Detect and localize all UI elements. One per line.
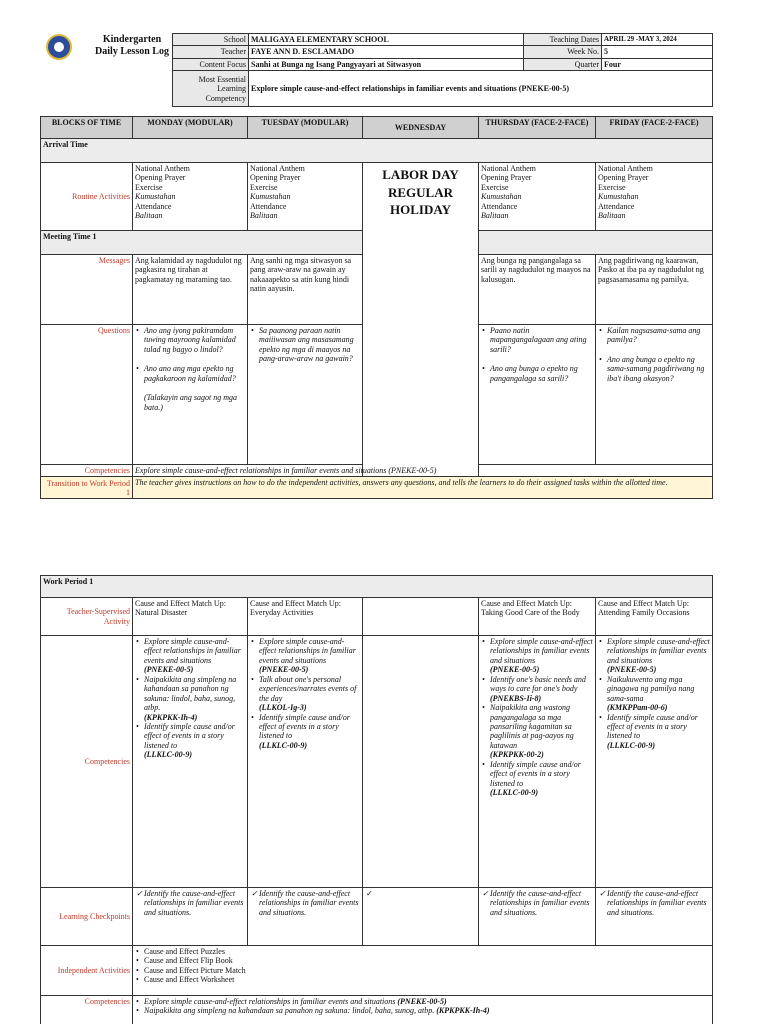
checkpoint-thursday: ✓ Identify the cause-and-effect relationships in familiar events and situations. (479, 888, 596, 946)
ind-competencies-label: Competencies (41, 996, 133, 1024)
wp-competencies-thursday: • Explore simple cause-and-effect relationships in familiar events and situations (PNEKE-00-5) • Identify one's basic needs and ways to care for one's body (PNEKBS-Ii-8) • Naipakikita ang wastong pangangalaga sa mga pansariling kagamitan sa paglilinis at pag-aayos ng katawan (KPKPKK-00-2) • Identify simple cause and/or effect of events in a story listened to (LLKLC-00-9) (479, 636, 596, 888)
document-title: Kindergarten Daily Lesson Log (95, 34, 169, 57)
checkpoint-monday: ✓ Identify the cause-and-effect relationships in familiar events and situations. (133, 888, 248, 946)
wp-competencies-label: Competencies (41, 636, 133, 888)
wp-competencies-tuesday: • Explore simple cause-and-effect relationships in familiar events and situations (PNEKE-00-5) • Talk about one's personal experiences/narrates events of the day (LLKOL-Ig-3) • Identify simple cause and/or effect of events in a story listened to (LLKLC-00-9) (248, 636, 363, 888)
quarter-label: Quarter (524, 58, 602, 70)
independent-activities: • Cause and Effect Puzzles • Cause and Effect Flip Book • Cause and Effect Picture Match • Cause and Effect Worksheet (133, 946, 713, 996)
col-thursday: THURSDAY (FACE-2-FACE) (479, 117, 596, 139)
arrival-time-row: Arrival Time (41, 139, 713, 163)
questions-label: Questions (41, 325, 133, 465)
quarter-value: Four (602, 58, 713, 70)
teacher-label: Teacher (173, 46, 249, 58)
col-friday: FRIDAY (FACE-2-FACE) (596, 117, 713, 139)
message-friday: Ang pagdiriwang ng kaarawan, Pasko at iba pa ay nagdudulot ng pagsasamasama ng pamilya. (596, 255, 713, 325)
checkpoints-label: Learning Checkpoints (41, 888, 133, 946)
content-focus-label: Content Focus (173, 58, 249, 70)
competency-value: Explore simple cause-and-effect relationships in familiar events and situations (PNEKE-00-5) (249, 71, 713, 107)
routine-friday: National Anthem Opening Prayer Exercise Kumustahan Attendance Balitaan (596, 163, 713, 231)
dates-label: Teaching Dates (524, 34, 602, 46)
questions-thursday: • Paano natin mapangangalagaan ang ating sarili? • Ano ang bunga o epekto ng pangangalaga sa sarili? (479, 325, 596, 465)
routine-thursday: National Anthem Opening Prayer Exercise Kumustahan Attendance Balitaan (479, 163, 596, 231)
questions-monday: • Ano ang iyong pakiramdam tuwing mayroong kalamidad tulad ng bagyo o lindol? • Ano ano ang mga epekto ng pagkakaroon ng kalamidad? (Talakayin ang sagot ng mga bata.) (133, 325, 248, 465)
competency-label: Most Essential Learning Competency (173, 71, 249, 107)
col-blocks-of-time: BLOCKS OF TIME (41, 117, 133, 139)
competencies-label: Competencies (41, 465, 133, 477)
wp-competencies-friday: • Explore simple cause-and-effect relationships in familiar events and situations (PNEKE-00-5) • Naikukuwento ang mga ginagawa ng pamilya nang sama-sama (KMKPPam-00-6) • Identify simple cause and/or effect of events in a story listened to (LLKLC-00-9) (596, 636, 713, 888)
meeting-time-row: Meeting Time 1 (41, 231, 363, 255)
message-tuesday: Ang sanhi ng mga sitwasyon sa pang araw-araw na gawain ay nakaaapekto sa atin kung hindi natin aayusin. (248, 255, 363, 325)
work-period-table (40, 575, 712, 1024)
dates-value: APRIL 29 -MAY 3, 2024 (602, 34, 713, 46)
labor-day-holiday: LABOR DAY REGULAR HOLIDAY (363, 163, 479, 477)
competencies-value: Explore simple cause-and-effect relationships in familiar events and situations (PNEKE-00-5) (133, 465, 713, 477)
school-label: School (173, 34, 249, 46)
schedule-table (40, 116, 712, 499)
ind-competencies-value: • Explore simple cause-and-effect relationships in familiar events and situations (PNEKE-00-5) • Naipakikita ang simpleng na kahandaan sa panahon ng sakuna: lindol, baha, sunog, atbp. (KPKPKK-Ih-4) (133, 996, 713, 1024)
deped-seal-icon (46, 34, 72, 60)
col-tuesday: TUESDAY (MODULAR) (248, 117, 363, 139)
wp-competencies-monday: • Explore simple cause-and-effect relationships in familiar events and situations (PNEKE-00-5) • Naipakikita ang simpleng na kahandaan sa panahon ng sakuna: lindol, baha, sunog, atbp. (KPKPKK-Ih-4) • Identify simple cause and/or effect of events in a story listened to (LLKLC-00-9) (133, 636, 248, 888)
tsa-tuesday: Cause and Effect Match Up: Everyday Activities (248, 598, 363, 636)
transition-label: Transition to Work Period 1 (41, 477, 133, 499)
questions-friday: • Kailan nagsasama-sama ang pamilya? • Ano ang bunga o epekto ng sama-samang pagdiriwang ng iba't ibang okasyon? (596, 325, 713, 465)
questions-tuesday: • Sa paanong paraan natin maiiiwasan ang masasamang epekto ng mga di maayos na pang-araw-araw na gawain? (248, 325, 363, 465)
checkpoint-friday: ✓ Identify the cause-and-effect relationships in familiar events and situations. (596, 888, 713, 946)
message-monday: Ang kalamidad ay nagdudulot ng pagkasira ng tirahan at pagkamatay ng maraming tao. (133, 255, 248, 325)
tsa-thursday: Cause and Effect Match Up: Taking Good Care of the Body (479, 598, 596, 636)
tsa-friday: Cause and Effect Match Up: Attending Family Occasions (596, 598, 713, 636)
teacher-supervised-label: Teacher-Supervised Activity (41, 598, 133, 636)
work-period-row: Work Period 1 (41, 576, 713, 598)
routine-tuesday: National Anthem Opening Prayer Exercise Kumustahan Attendance Balitaan (248, 163, 363, 231)
tsa-monday: Cause and Effect Match Up: Natural Disaster (133, 598, 248, 636)
routine-label: Routine Activities (41, 163, 133, 231)
teacher-value: FAYE ANN D. ESCLAMADO (249, 46, 524, 58)
col-wednesday: WEDNESDAY (363, 117, 479, 139)
independent-label: Independent Activities (41, 946, 133, 996)
routine-monday: National Anthem Opening Prayer Exercise Kumustahan Attendance Balitaan (133, 163, 248, 231)
checkpoint-wednesday (363, 888, 479, 946)
col-monday: MONDAY (MODULAR) (133, 117, 248, 139)
messages-label: Messages (41, 255, 133, 325)
content-focus-value: Sanhi at Bunga ng Isang Pangyayari at Sitwasyon (249, 58, 524, 70)
transition-value: The teacher gives instructions on how to do the independent activities, answers any questions, and tells the learners to do their assigned tasks within the allotted time. (133, 477, 713, 499)
header-table (172, 33, 712, 107)
week-label: Week No. (524, 46, 602, 58)
checkpoint-tuesday: ✓ Identify the cause-and-effect relationships in familiar events and situations. (248, 888, 363, 946)
message-thursday: Ang bunga ng pangangalaga sa sarili ay nagdudulot ng maayos na kalusugan. (479, 255, 596, 325)
week-value: 5 (602, 46, 713, 58)
school-value: MALIGAYA ELEMENTARY SCHOOL (249, 34, 524, 46)
